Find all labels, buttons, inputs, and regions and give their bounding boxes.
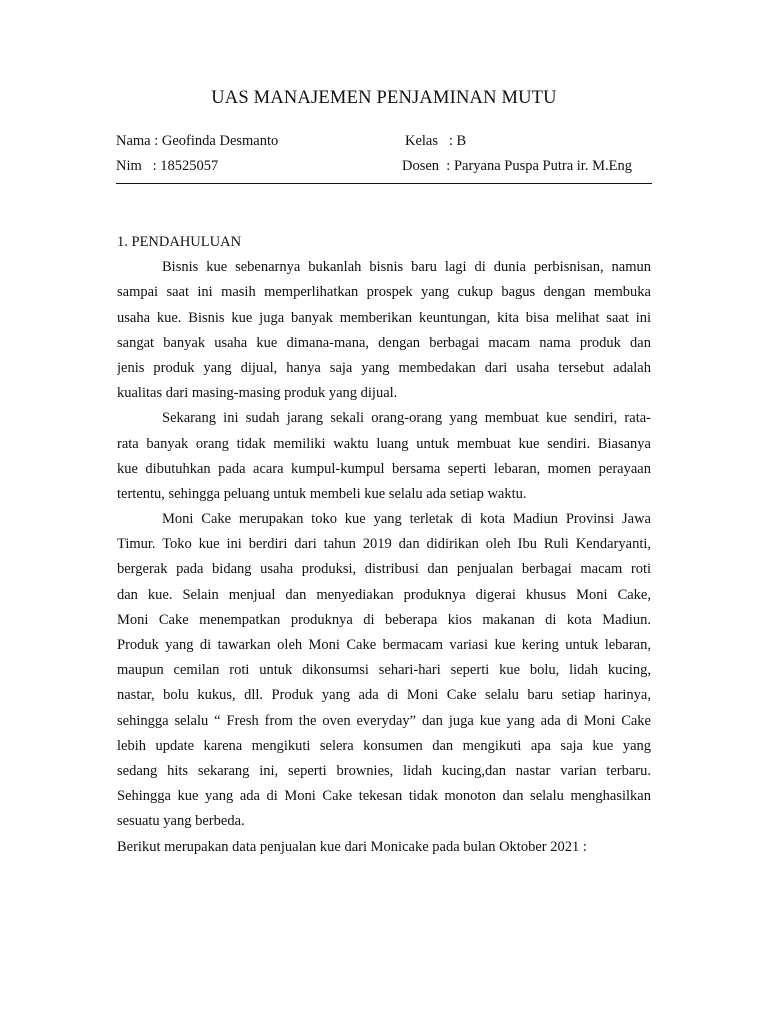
paragraph-line: Produk yang di tawarkan oleh Moni Cake bermacam variasi kue kering untuk lebaran, bbox=[117, 637, 651, 653]
paragraph-line: maupun cemilan roti untuk dikonsumsi sehari-hari seperti kue bolu, lidah kucing, bbox=[117, 662, 651, 679]
student-nim: Nim : 18525057 bbox=[116, 158, 219, 174]
paragraph-line: jenis produk yang dijual, hanya saja yang membedakan dari usaha tersebut adalah bbox=[117, 359, 651, 376]
paragraph-line: nastar, bolu kukus, dll. Produk yang ada di Moni Cake selalu baru setiap harinya, bbox=[117, 687, 651, 704]
paragraph-line: tertentu, sehingga peluang untuk membeli kue selalu ada setiap waktu. bbox=[117, 485, 527, 502]
page-title: UAS MANAJEMEN PENJAMINAN MUTU bbox=[211, 88, 557, 108]
paragraph-line: sehingga selalu “ Fresh from the oven everyday” dan juga kue yang ada di Moni Cake bbox=[117, 712, 651, 729]
paragraph-line: Moni Cake menempatkan produknya di beberapa kios makanan di kota Madiun. bbox=[117, 611, 651, 628]
header-divider bbox=[116, 183, 652, 184]
class-info: Kelas : B bbox=[405, 133, 467, 149]
paragraph-line: bergerak pada bidang usaha produksi, distribusi dan penjualan berbagai macam roti bbox=[117, 561, 651, 578]
paragraph-line: sangat banyak usaha kue dimana-mana, dengan berbagai macam nama produk dan bbox=[117, 334, 651, 351]
paragraph-line: lebih update karena mengikuti selera konsumen dan mengikuti apa saja kue yang bbox=[117, 737, 651, 754]
lecturer-info: Dosen : Paryana Puspa Putra ir. M.Eng bbox=[402, 158, 632, 174]
document-body bbox=[117, 230, 651, 860]
paragraph-1 bbox=[117, 255, 651, 406]
paragraph-line: dan kue. Selain menjual dan menyediakan produknya digerai khusus Moni Cake, bbox=[117, 586, 651, 603]
paragraph-line: kualitas dari masing-masing produk yang dijual. bbox=[117, 385, 398, 402]
paragraph-line: Timur. Toko kue ini berdiri dari tahun 2019 dan didirikan oleh Ibu Ruli Kendaryanti, bbox=[117, 536, 651, 553]
section-heading: 1. PENDAHULUAN bbox=[117, 234, 242, 250]
paragraph-line: sampai saat ini masih memperlihatkan prospek yang cukup bagus dengan membuka bbox=[117, 284, 651, 301]
paragraph-line: kue dibutuhkan pada acara kumpul-kumpul bersama seperti lebaran, momen perayaan bbox=[117, 460, 651, 477]
paragraph-line: Moni Cake merupakan toko kue yang terletak di kota Madiun Provinsi Jawa bbox=[162, 511, 651, 528]
closing-line: Berikut merupakan data penjualan kue dari Monicake pada bulan Oktober 2021 : bbox=[117, 838, 587, 855]
paragraph-line: usaha kue. Bisnis kue juga banyak memberikan keuntungan, kita bisa melihat saat ini bbox=[117, 309, 651, 326]
paragraph-3 bbox=[117, 507, 651, 834]
paragraph-line: sedang hits sekarang ini, seperti brownies, lidah kucing,dan nastar varian terbaru. bbox=[117, 762, 651, 779]
paragraph-line: Sehingga kue yang ada di Moni Cake tekesan tidak monoton dan selalu menghasilkan bbox=[117, 788, 651, 805]
paragraph-line: sesuatu yang berbeda. bbox=[117, 813, 245, 830]
paragraph-line: Bisnis kue sebenarnya bukanlah bisnis baru lagi di dunia perbisnisan, namun bbox=[162, 259, 651, 276]
paragraph-2 bbox=[117, 406, 651, 507]
student-name: Nama : Geofinda Desmanto bbox=[116, 133, 279, 149]
paragraph-line: Sekarang ini sudah jarang sekali orang-orang yang membuat kue sendiri, rata- bbox=[162, 410, 651, 427]
paragraph-line: rata banyak orang tidak memiliki waktu luang untuk membuat kue sendiri. Biasanya bbox=[117, 435, 651, 452]
